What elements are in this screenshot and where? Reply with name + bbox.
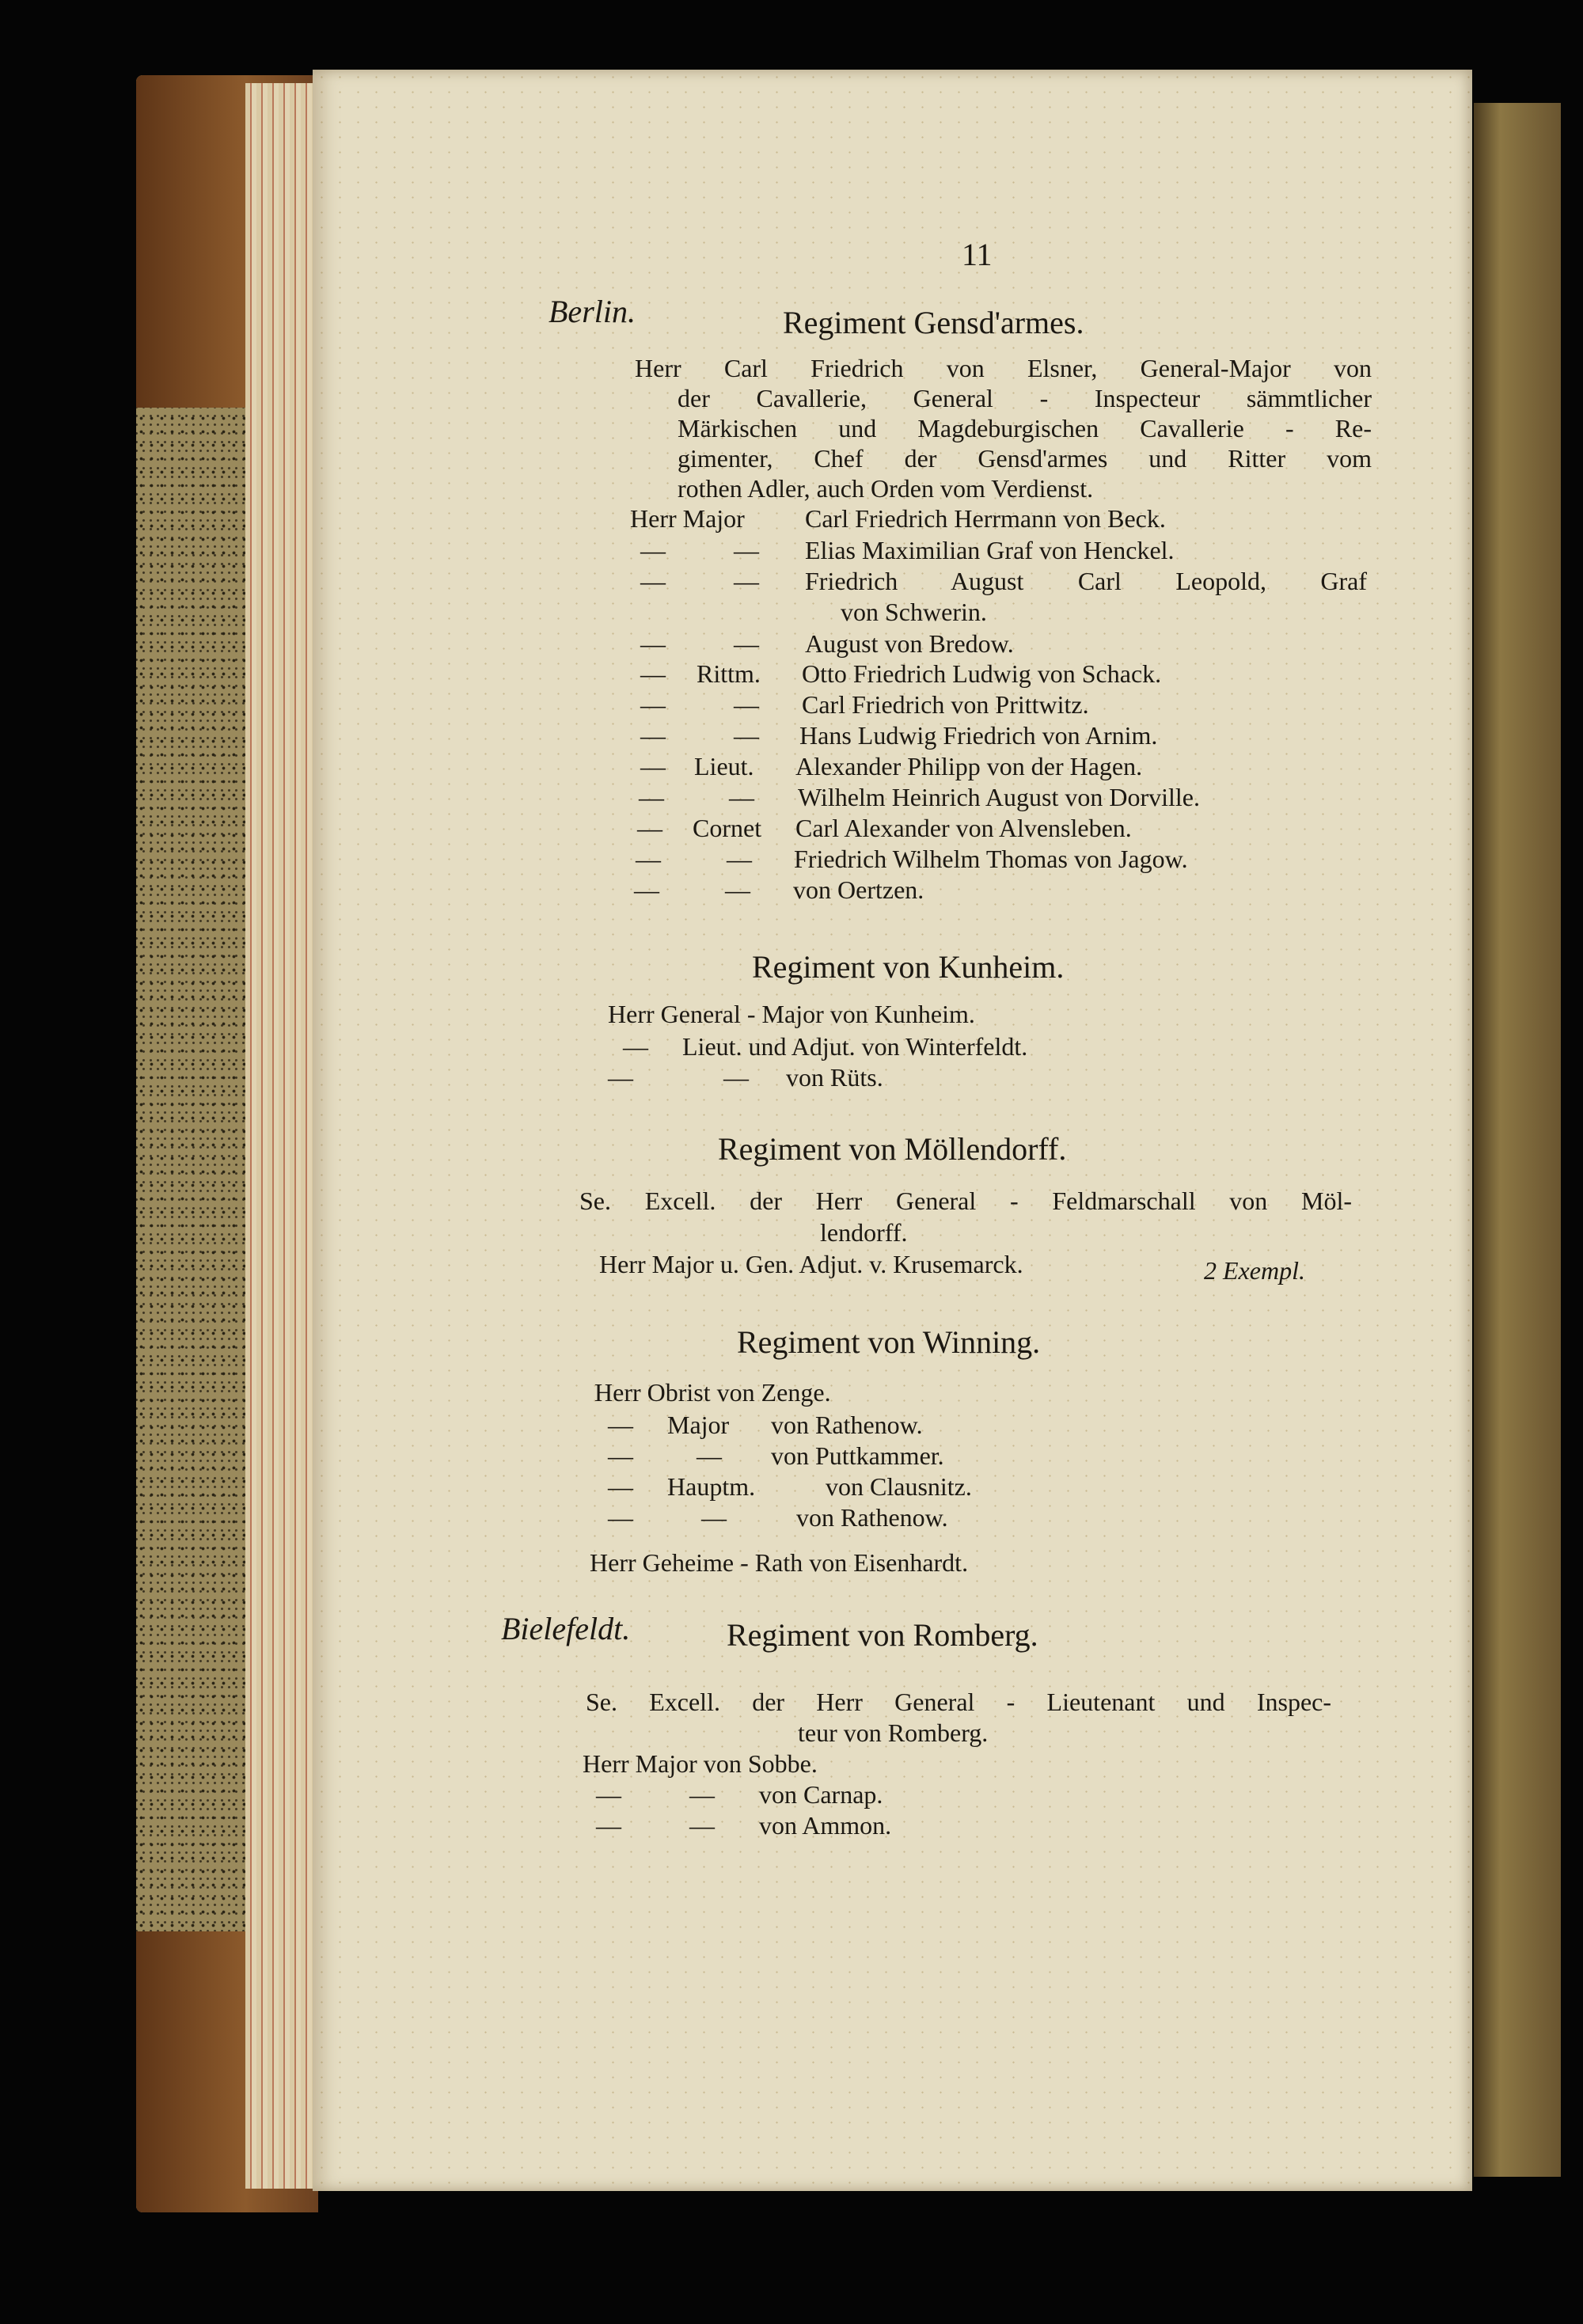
entry-line-cont: teur von Romberg.: [798, 1718, 989, 1747]
ditto-dash: —: [623, 1032, 648, 1061]
officer-name: von Clausnitz.: [826, 1472, 972, 1501]
ditto-dash: —: [639, 783, 664, 811]
entry-line-cont: lendorff.: [820, 1218, 908, 1247]
entry-line: Herr Major u. Gen. Adjut. v. Krusemarck.: [599, 1250, 1023, 1278]
heading-winning: Regiment von Winning.: [737, 1324, 1041, 1360]
officer-name: von Rathenow.: [796, 1503, 948, 1532]
officer-name: Wilhelm Heinrich August von Dorville.: [798, 783, 1200, 811]
rank-label: Hauptm.: [667, 1472, 756, 1501]
chief-line: Herr Carl Friedrich von Elsner, General-Major von: [635, 354, 1372, 382]
ditto-dash: —: [689, 1780, 715, 1809]
ditto-dash: —: [640, 659, 666, 688]
ditto-dash: —: [640, 536, 666, 564]
ditto-dash: —: [725, 875, 750, 904]
rank-label: Rittm.: [697, 659, 761, 688]
place-berlin: Berlin.: [549, 294, 636, 329]
ditto-dash: —: [697, 1441, 722, 1470]
entry-line: Lieut. und Adjut. von Winterfeldt.: [682, 1032, 1028, 1061]
officer-name: von Rathenow.: [771, 1411, 923, 1439]
heading-moellendorff: Regiment von Möllendorff.: [718, 1131, 1067, 1167]
ditto-dash: —: [734, 690, 759, 719]
ditto-dash: —: [640, 567, 666, 595]
ditto-dash: —: [727, 845, 752, 873]
ditto-dash: —: [636, 845, 661, 873]
entry-line: Se. Excell. der Herr General - Lieutenant und Inspec-: [586, 1688, 1331, 1716]
ditto-dash: —: [608, 1472, 633, 1501]
page-number: 11: [962, 237, 993, 272]
ditto-dash: —: [608, 1063, 633, 1092]
rank-label: Major: [667, 1411, 730, 1439]
rank-label: Cornet: [693, 814, 762, 842]
ditto-dash: —: [640, 690, 666, 719]
ditto-dash: —: [596, 1780, 621, 1809]
rank-label: Lieut.: [694, 752, 754, 780]
place-bielefeldt: Bielefeldt.: [501, 1611, 631, 1646]
entry-line: Herr Geheime - Rath von Eisenhardt.: [590, 1548, 969, 1577]
chief-line: Märkischen und Magdeburgischen Cavallerie - Re-: [678, 414, 1372, 442]
ditto-dash: —: [689, 1811, 715, 1840]
officer-name: Carl Alexander von Alvensleben.: [795, 814, 1132, 842]
chief-line: rothen Adler, auch Orden vom Verdienst.: [678, 474, 1094, 503]
ditto-dash: —: [701, 1503, 727, 1532]
ditto-dash: —: [608, 1411, 633, 1439]
ditto-dash: —: [640, 752, 666, 780]
ditto-dash: —: [596, 1811, 621, 1840]
officer-name: Elias Maximilian Graf von Henckel.: [805, 536, 1175, 564]
ditto-dash: —: [640, 721, 666, 750]
officer-name: von Carnap.: [759, 1780, 883, 1809]
ditto-dash: —: [734, 536, 759, 564]
entry-line: Herr Obrist von Zenge.: [594, 1378, 831, 1407]
facing-page-edge: [1474, 103, 1561, 2177]
officer-name: August von Bredow.: [805, 629, 1014, 658]
ditto-dash: —: [640, 629, 666, 658]
officer-name: von Oertzen.: [793, 875, 924, 904]
ditto-dash: —: [734, 567, 759, 595]
ditto-dash: —: [734, 629, 759, 658]
officer-name: Otto Friedrich Ludwig von Schack.: [802, 659, 1162, 688]
heading-kunheim: Regiment von Kunheim.: [752, 949, 1065, 985]
officer-name: Friedrich Wilhelm Thomas von Jagow.: [794, 845, 1188, 873]
copies-note: 2 Exempl.: [1204, 1256, 1305, 1285]
officer-name: Hans Ludwig Friedrich von Arnim.: [799, 721, 1158, 750]
entry-line: Se. Excell. der Herr General - Feldmarschall von Möl-: [579, 1187, 1352, 1215]
officer-name: Carl Friedrich Herrmann von Beck.: [805, 504, 1166, 533]
entry-line: Herr Major von Sobbe.: [583, 1749, 818, 1778]
entry-line: Herr General - Major von Kunheim.: [608, 1000, 975, 1028]
heading-gensdarmes: Regiment Gensd'armes.: [783, 305, 1084, 340]
ditto-dash: —: [634, 875, 659, 904]
officer-name: Alexander Philipp von der Hagen.: [795, 752, 1143, 780]
heading-romberg: Regiment von Romberg.: [727, 1617, 1038, 1653]
officer-name: von Puttkammer.: [771, 1441, 944, 1470]
officer-name-cont: von Schwerin.: [841, 598, 987, 626]
officer-name: von Ammon.: [759, 1811, 892, 1840]
ditto-dash: —: [734, 721, 759, 750]
chief-line: der Cavallerie, General - Inspecteur sämmtlicher: [678, 384, 1372, 412]
ditto-dash: —: [723, 1063, 749, 1092]
rank-label: Herr Major: [630, 504, 745, 533]
chief-line: gimenter, Chef der Gensd'armes und Ritter vom: [678, 444, 1372, 473]
ditto-dash: —: [608, 1503, 633, 1532]
officer-name: Carl Friedrich von Prittwitz.: [802, 690, 1089, 719]
ditto-dash: —: [729, 783, 754, 811]
entry-line: von Rüts.: [786, 1063, 883, 1092]
ditto-dash: —: [637, 814, 662, 842]
officer-name: Friedrich August Carl Leopold, Graf: [805, 567, 1367, 595]
ditto-dash: —: [608, 1441, 633, 1470]
